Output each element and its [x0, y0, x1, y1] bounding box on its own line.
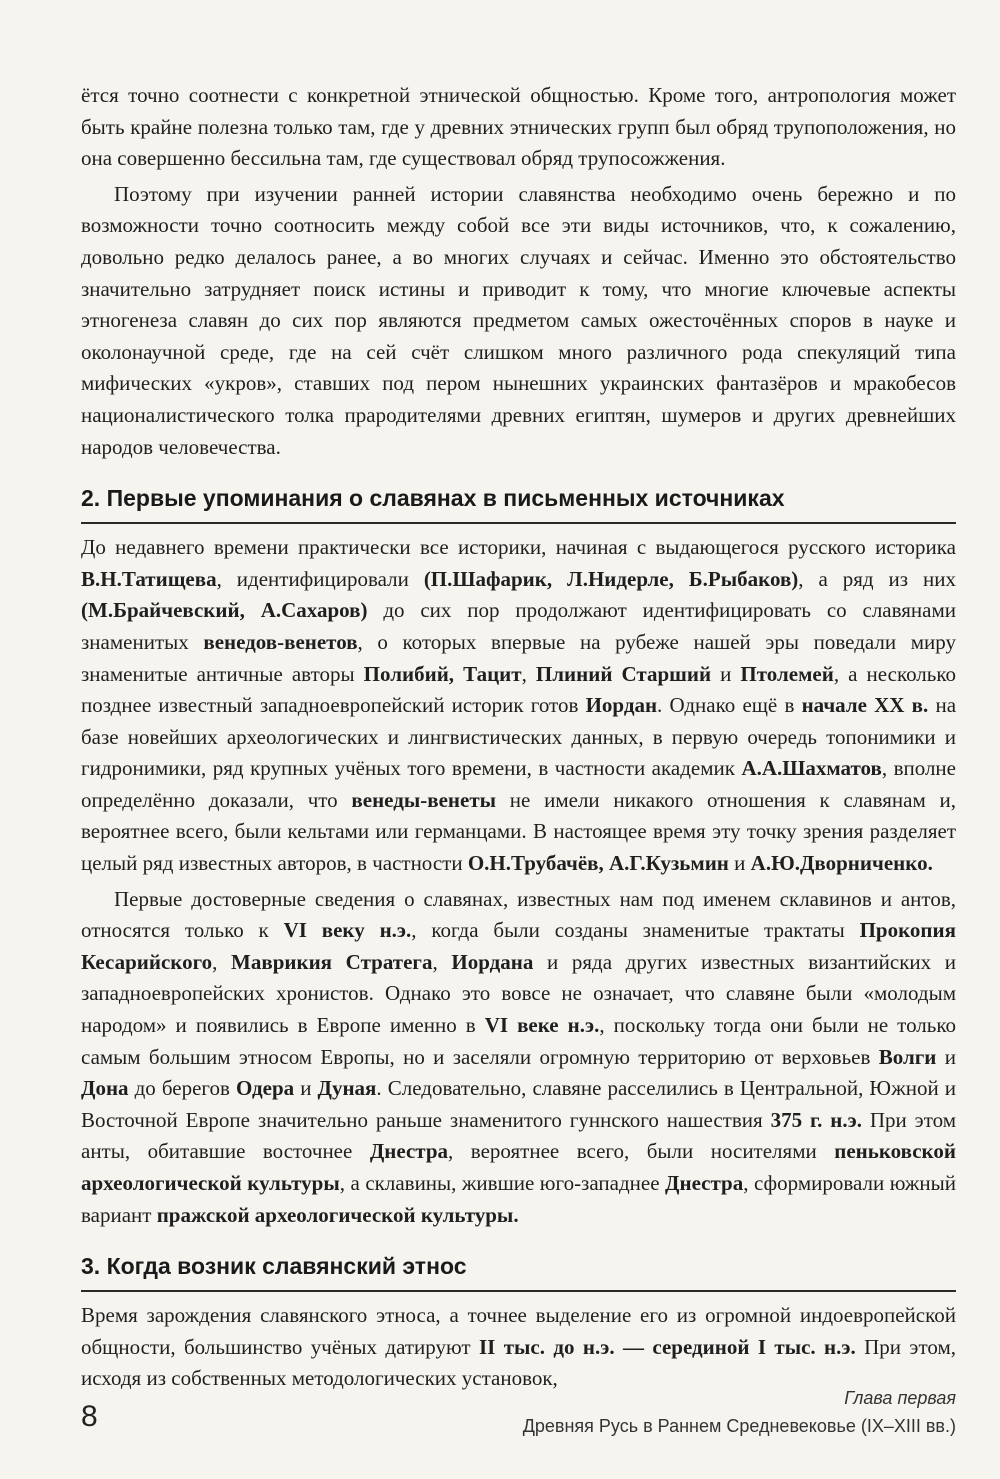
bold-term: VI веке н.э.: [484, 1013, 600, 1038]
text-run: и: [936, 1044, 956, 1069]
text-run: , а несколько позднее известный западноевропейский историк готов: [81, 661, 956, 718]
bold-term: Полибий, Тацит: [363, 661, 522, 686]
text-run: до берегов: [128, 1076, 236, 1101]
paragraph: [81, 179, 956, 463]
book-title: Древняя Русь в Раннем Средневековье (IX–XIII вв.): [522, 1416, 956, 1436]
text-run: и: [294, 1076, 318, 1101]
text-run: ,: [212, 949, 232, 974]
text-run: , идентифицировали: [216, 566, 424, 591]
bold-term: 375 г. н.э.: [770, 1107, 862, 1132]
bold-term: А.А.Шахматов: [741, 756, 882, 781]
text-run: . Следовательно, славяне расселились в Центральной, Южной и Восточной Европе значительно раньше знаменитого гуннского нашествия: [81, 1076, 956, 1132]
bold-term: венеды-венеты: [351, 787, 497, 812]
paragraph: [81, 884, 956, 1232]
text-run: , вполне определённо доказали, что: [81, 756, 956, 812]
bold-term: пражской археологической культуры.: [156, 1202, 519, 1227]
paragraph: [81, 532, 956, 880]
text-run: до сих пор продолжают идентифицировать со славянами знаменитых: [81, 598, 957, 654]
text-run: ,: [521, 661, 536, 686]
text-run: . Однако ещё в: [657, 693, 802, 718]
bold-term: пеньковской археологической культуры: [81, 1139, 956, 1195]
paragraph: [81, 80, 956, 175]
bold-term: венедов-венетов: [203, 629, 358, 654]
text-run: До недавнего времени практически все историки, начиная с выдающегося русского историка: [81, 535, 956, 560]
bold-term: Днестра: [369, 1139, 449, 1164]
bold-term: Маврикия Стратега: [231, 949, 433, 974]
text-run: на базе новейших археологических и лингвистических данных, в первую очередь топонимики и гидронимики, ряд крупных учёных того времени, в частности академик: [81, 693, 957, 781]
bold-term: VI веку н.э.: [283, 918, 412, 943]
text-run: , сформировали южный вариант: [81, 1171, 956, 1227]
bold-term: В.Н.Татищева: [81, 566, 217, 591]
bold-term: Днестра: [665, 1171, 744, 1195]
bold-term: Иордана: [451, 949, 534, 974]
text-run: и: [728, 851, 751, 876]
text-run: Поэтому при изучении ранней истории славянства необходимо очень бережно и по возможности точно соотносить между собой все эти виды источников, что, к сожалению, довольно редко делалось ранее, а во многих случаях и сейчас. Именно это обстоятельство значительно затрудняет поиск истины и приводит к тому, что многие ключевые аспекты этногенеза славян до сих пор являются предметом самых ожесточённых споров в науке и околонаучной среде, где на сей счёт слишком много различного рода спекуляций типа мифических «укров», ставших под пером нынешних украинских фантазёров и мракобесов националистического толка прародителями древних египтян, шумеров и других древнейших народов человечества.: [81, 181, 956, 459]
text-run: , поскольку тогда они были не только самым большим этносом Европы, но и заселяли огромную территорию от верховьев: [81, 1013, 957, 1069]
bold-term: начале XX в.: [801, 693, 929, 718]
text-run: ётся точно соотнести с конкретной этнической общностью. Кроме того, антропология может быть крайне полезна только там, где у древних этнических групп был обряд трупоположения, но она совершенно бессильна там, где существовал обряд трупосожжения.: [81, 83, 956, 171]
chapter-label: Глава первая: [844, 1388, 956, 1408]
bold-term: Птолемей: [740, 661, 834, 686]
page-footer: [81, 1388, 956, 1448]
text-run: Время зарождения славянского этноса, а точнее выделение его из огромной индоевропейской общности, большинство учёных датируют: [81, 1303, 956, 1359]
page-number: 8: [81, 1400, 98, 1433]
bold-term: Волги: [878, 1044, 937, 1069]
bold-term: Одера: [235, 1076, 295, 1101]
section-heading: 2. Первые упоминания о славянах в письменных источниках: [81, 485, 956, 524]
text-run: , о которых впервые на рубеже нашей эры поведали миру знаменитые античные авторы: [81, 629, 957, 686]
text-run: ,: [432, 949, 452, 974]
text-run: и ряда других известных византийских и западноевропейских хронистов. Однако это вовсе не означает, что славяне были «молодым народом» и появились в Европе именно в: [81, 949, 957, 1038]
bold-term: Плиний Старший: [535, 661, 712, 686]
text-run: При этом анты, обитавшие восточнее: [81, 1107, 956, 1164]
text-run: и: [711, 661, 741, 686]
text-run: , когда были созданы знаменитые трактаты: [411, 918, 860, 943]
text-run: , а ряд из них: [798, 566, 956, 591]
section-2-heading-block: [81, 485, 956, 524]
text-run: , вероятнее всего, были носителями: [448, 1139, 835, 1164]
bold-term: О.Н.Трубачёв, А.Г.Кузьмин: [467, 851, 729, 876]
bold-term: II тыс. до н.э. — серединой I тыс. н.э.: [478, 1334, 856, 1359]
page-content: [81, 80, 956, 1395]
text-run: , а склавины, жившие юго-западнее: [339, 1171, 666, 1195]
bold-term: Дуная: [317, 1076, 377, 1101]
text-run: При этом, исходя из собственных методологических установок,: [81, 1334, 956, 1391]
bold-term: (П.Шафарик, Л.Нидерле, Б.Рыбаков): [423, 566, 799, 591]
bold-term: А.Ю.Дворниченко.: [750, 851, 933, 876]
bold-term: Иордан: [585, 693, 658, 718]
text-run: не имели никакого отношения к славянам и, вероятнее всего, были кельтами или германцами. В настоящее время эту точку зрения разделяет целый ряд известных авторов, в частности: [81, 787, 956, 876]
paragraph: [81, 1300, 956, 1395]
section-heading: 3. Когда возник славянский этнос: [81, 1253, 956, 1292]
text-run: Первые достоверные сведения о славянах, известных нам под именем склавинов и антов, относятся только к: [81, 886, 956, 943]
section-3-heading-block: [81, 1253, 956, 1292]
bold-term: Прокопия Кесарийского: [81, 918, 956, 974]
bold-term: (М.Брайчевский, А.Сахаров): [81, 598, 368, 623]
bold-term: Дона: [81, 1076, 129, 1101]
